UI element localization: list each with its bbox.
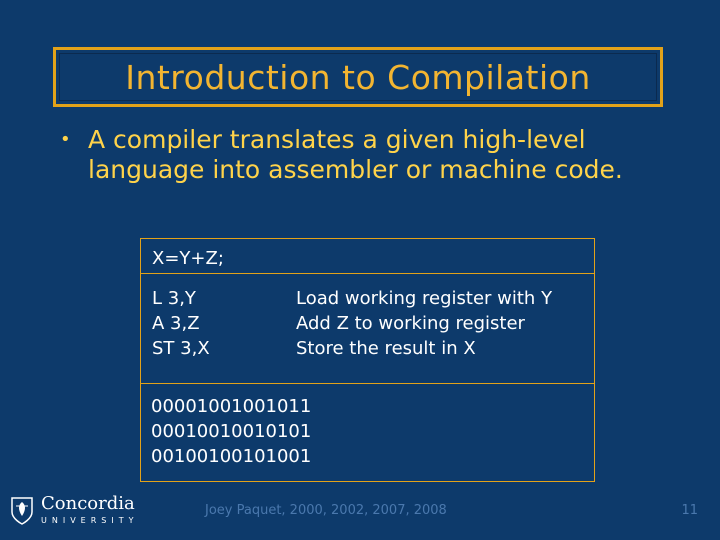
instruction-line: L 3,Y <box>152 288 196 309</box>
machine-code-cell <box>141 384 594 481</box>
title-box <box>53 47 663 107</box>
bullet-marker: • <box>60 129 71 150</box>
bullet-point <box>60 125 670 185</box>
bullet-text: A compiler translates a given high-level language into assembler or machine code. <box>88 125 623 184</box>
machine-code-line: 00010010010101 <box>151 421 312 442</box>
concordia-shield-icon <box>10 496 34 526</box>
assembler-instructions <box>152 286 296 383</box>
comment-line: Add Z to working register <box>296 313 525 334</box>
instruction-line: A 3,Z <box>152 313 200 334</box>
footer-credit: Joey Paquet, 2000, 2002, 2007, 2008 <box>205 503 447 518</box>
logo-subtitle: UNIVERSITY <box>41 516 139 525</box>
machine-code-line: 00001001001011 <box>151 396 312 417</box>
slide-title: Introduction to Compilation <box>125 57 591 97</box>
page-number: 11 <box>681 503 698 518</box>
machine-code-line: 00100100101001 <box>151 446 312 467</box>
assembler-cell <box>141 274 594 384</box>
concordia-logo <box>10 495 139 526</box>
source-code-line: X=Y+Z; <box>152 248 224 269</box>
assembler-comments <box>296 286 594 383</box>
comment-line: Load working register with Y <box>296 288 553 309</box>
comment-line: Store the result in X <box>296 338 476 359</box>
instruction-line: ST 3,X <box>152 338 210 359</box>
source-code-cell <box>141 239 594 274</box>
logo-name: Concordia <box>41 493 135 514</box>
code-table <box>140 238 595 482</box>
